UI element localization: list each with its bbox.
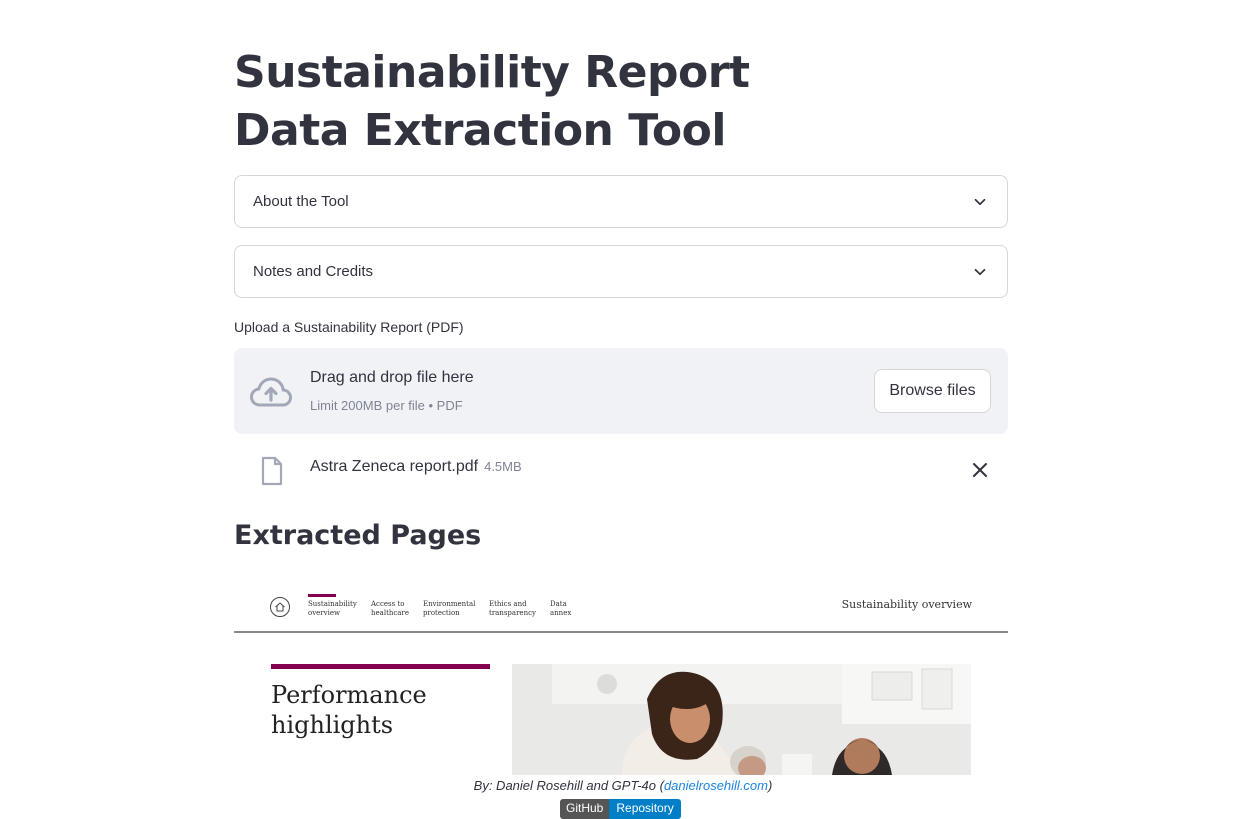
doc-nav-line: Ethics and — [489, 600, 527, 608]
doc-nav-line: Environmental — [423, 600, 476, 608]
file-size: 4.5MB — [484, 459, 522, 474]
github-repository-badge[interactable] — [560, 799, 681, 819]
expander-about-the-tool[interactable] — [234, 175, 1008, 228]
doc-nav-item — [550, 600, 610, 618]
dropzone-title: Drag and drop file here — [310, 369, 474, 386]
doc-nav-line: Sustainability — [308, 600, 357, 608]
doc-nav-line: transparency — [489, 609, 536, 617]
doc-nav-item — [308, 600, 368, 618]
expander-label: Notes and Credits — [253, 263, 374, 280]
doc-heading-line: highlights — [271, 711, 394, 739]
doc-nav-line: healthcare — [371, 609, 409, 617]
file-dropzone[interactable] — [234, 348, 1008, 434]
cloud-upload-icon — [249, 375, 293, 409]
credit-suffix: ) — [768, 778, 773, 793]
chevron-down-icon — [971, 193, 989, 211]
doc-nav-item — [371, 600, 431, 618]
doc-nav-item — [423, 600, 483, 618]
doc-nav-item — [489, 600, 549, 618]
doc-heading-line: Performance — [271, 681, 427, 709]
file-icon — [260, 456, 284, 486]
uploaded-file-row — [234, 452, 1008, 488]
home-icon — [269, 596, 291, 618]
browse-files-button[interactable]: Browse files — [874, 369, 991, 413]
file-name-text: Astra Zeneca report.pdf — [310, 458, 479, 475]
doc-section-name: Sustainability overview — [841, 598, 972, 611]
extracted-pages-title: Extracted Pages — [234, 520, 482, 551]
nav-active-indicator — [308, 594, 336, 597]
doc-nav-line: Access to — [371, 600, 405, 608]
uploader-label: Upload a Sustainability Report (PDF) — [234, 319, 464, 335]
credit-link[interactable]: danielrosehill.com — [663, 778, 768, 793]
credit-prefix: By: Daniel Rosehill and GPT-4o ( — [473, 778, 664, 793]
file-name — [310, 458, 522, 476]
heading-accent-bar — [271, 664, 490, 669]
badge-left: GitHub — [560, 799, 609, 819]
document-photo — [512, 664, 971, 775]
page-title: Sustainability Report Data Extraction Tool — [234, 47, 750, 156]
doc-nav-line: annex — [550, 609, 572, 617]
doc-nav-line: Data — [550, 600, 567, 608]
chevron-down-icon — [971, 263, 989, 281]
close-icon[interactable] — [971, 461, 989, 479]
doc-nav-line: overview — [308, 609, 340, 617]
expander-label: About the Tool — [253, 193, 349, 210]
doc-heading — [271, 680, 427, 740]
expander-notes-and-credits[interactable] — [234, 245, 1008, 298]
extracted-page-image — [234, 585, 1008, 775]
document-nav-bar — [234, 585, 1008, 633]
dropzone-subtitle: Limit 200MB per file • PDF — [310, 398, 463, 413]
doc-nav-line: protection — [423, 609, 460, 617]
footer-credit — [0, 778, 1246, 793]
badge-right: Repository — [609, 799, 680, 819]
